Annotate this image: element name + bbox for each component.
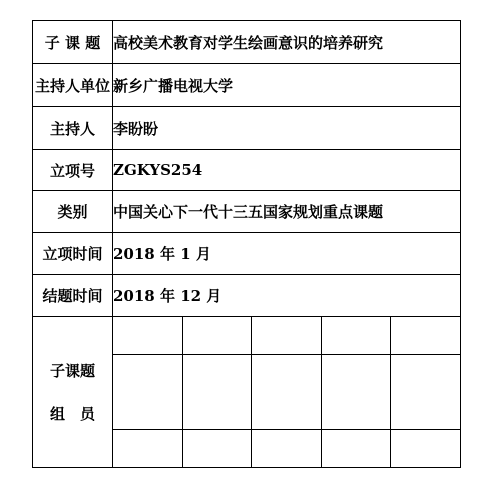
members-row	[33, 317, 461, 468]
host-label: 主持人	[33, 107, 113, 150]
project-info-form	[32, 20, 461, 468]
members-label	[33, 317, 113, 468]
member-cell	[321, 317, 390, 355]
member-cell	[182, 430, 251, 468]
member-cell	[391, 355, 460, 430]
completion-date-value: 2018 年 12 月	[113, 275, 461, 317]
members-label-line1: 子课题	[49, 362, 95, 380]
member-cell	[321, 430, 390, 468]
member-cell	[113, 430, 182, 468]
member-cell	[113, 317, 182, 355]
approval-date-value: 2018 年 1 月	[113, 233, 461, 275]
subproject-label: 子 课 题	[33, 21, 113, 64]
member-cell	[252, 317, 321, 355]
member-cell	[182, 355, 251, 430]
members-grid-row	[113, 317, 460, 355]
project-number-row	[33, 150, 461, 191]
category-value: 中国关心下一代十三五国家规划重点课题	[113, 191, 461, 233]
host-unit-row	[33, 64, 461, 107]
project-number-label: 立项号	[33, 150, 113, 191]
category-row	[33, 191, 461, 233]
members-grid-row	[113, 430, 460, 468]
host-unit-value: 新乡广播电视大学	[113, 64, 461, 107]
host-value: 李盼盼	[113, 107, 461, 150]
completion-date-label: 结题时间	[33, 275, 113, 317]
members-grid-row	[113, 355, 460, 430]
approval-date-row	[33, 233, 461, 275]
member-cell	[252, 355, 321, 430]
subproject-row	[33, 21, 461, 64]
project-number-value: ZGKYS254	[113, 150, 461, 191]
member-cell	[252, 430, 321, 468]
member-cell	[391, 430, 460, 468]
approval-date-label: 立项时间	[33, 233, 113, 275]
members-grid	[113, 317, 460, 467]
members-label-line2: 组 员	[49, 405, 95, 423]
completion-date-row	[33, 275, 461, 317]
subproject-title: 高校美术教育对学生绘画意识的培养研究	[113, 21, 461, 64]
member-cell	[391, 317, 460, 355]
member-cell	[182, 317, 251, 355]
host-unit-label: 主持人单位	[33, 64, 113, 107]
host-row	[33, 107, 461, 150]
member-cell	[321, 355, 390, 430]
members-grid-cell	[113, 317, 461, 468]
category-label: 类别	[33, 191, 113, 233]
member-cell	[113, 355, 182, 430]
